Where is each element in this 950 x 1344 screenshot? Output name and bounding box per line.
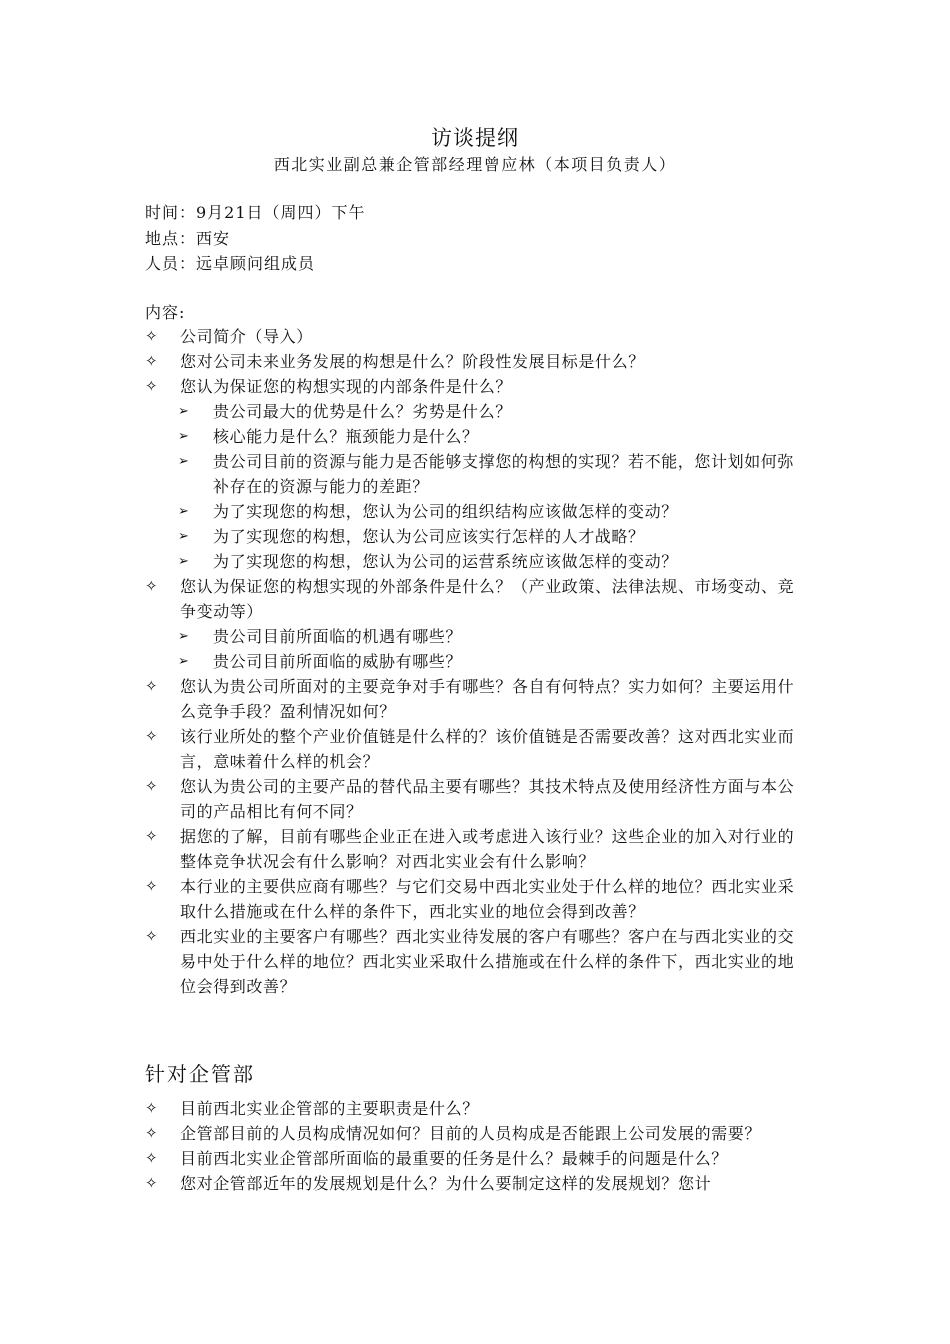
diamond-bullet-icon: ✧ [145, 1099, 159, 1117]
arrow-bullet-icon: ➢ [178, 454, 190, 469]
diamond-bullet-icon: ✧ [145, 352, 159, 370]
list-item [145, 374, 810, 399]
list-item-text: 目前西北实业企管部的主要职责是什么？ [180, 1099, 479, 1118]
sub-list-item [145, 424, 810, 449]
list-item-text: 您对企管部近年的发展规划是什么？为什么要制定这样的发展规划？您计 [180, 1174, 712, 1193]
sub-list-item [145, 449, 810, 499]
list-item [145, 874, 810, 924]
diamond-bullet-icon: ✧ [145, 877, 159, 895]
list-item-text: 贵公司目前所面临的机遇有哪些？ [213, 627, 463, 646]
diamond-bullet-icon: ✧ [145, 377, 159, 395]
diamond-bullet-icon: ✧ [145, 827, 159, 845]
diamond-bullet-icon: ✧ [145, 1149, 159, 1167]
list-item-text: 您认为保证您的构想实现的外部条件是什么？（产业政策、法律法规、市场变动、竞争变动等） [180, 577, 795, 621]
sub-list-item [145, 624, 810, 649]
diamond-bullet-icon: ✧ [145, 327, 159, 345]
list-item [145, 574, 810, 624]
list-item-text: 您认为保证您的构想实现的内部条件是什么？ [180, 377, 513, 396]
diamond-bullet-icon: ✧ [145, 1124, 159, 1142]
list-item-text: 为了实现您的构想，您认为公司的组织结构应该做怎样的变动？ [213, 502, 678, 521]
list-item [145, 324, 810, 349]
arrow-bullet-icon: ➢ [178, 504, 190, 519]
list-item [145, 774, 810, 824]
meta-time: 时间：9月21日（周四）下午 [145, 203, 366, 222]
interview-question-list [145, 324, 810, 999]
diamond-bullet-icon: ✧ [145, 927, 159, 945]
list-item-text: 企管部目前的人员构成情况如何？目前的人员构成是否能跟上公司发展的需要？ [180, 1124, 762, 1143]
list-item-text: 贵公司目前的资源与能力是否能够支撑您的构想的实现？若不能，您计划如何弥补存在的资源与能力的差距？ [213, 452, 795, 496]
list-item-text: 您对公司未来业务发展的构想是什么？阶段性发展目标是什么？ [180, 352, 645, 371]
list-item-text: 西北实业的主要客户有哪些？西北实业待发展的客户有哪些？客户在与西北实业的交易中处于什么样的地位？西北实业采取什么措施或在什么样的条件下，西北实业的地位会得到改善？ [180, 927, 795, 996]
list-item-text: 您认为贵公司所面对的主要竞争对手有哪些？各自有何特点？实力如何？主要运用什么竞争手段？盈利情况如何？ [180, 677, 795, 721]
list-item [145, 1171, 810, 1196]
list-item [145, 724, 810, 774]
section-heading: 针对企管部 [145, 1062, 255, 1086]
page-subtitle: 西北实业副总兼企管部经理曾应林（本项目负责人） [273, 155, 677, 174]
list-item-text: 为了实现您的构想，您认为公司的运营系统应该做怎样的变动？ [213, 552, 678, 571]
list-item [145, 824, 810, 874]
arrow-bullet-icon: ➢ [178, 654, 190, 669]
department-question-list [145, 1096, 810, 1196]
list-item-text: 贵公司最大的优势是什么？劣势是什么？ [213, 402, 512, 421]
list-item-text: 贵公司目前所面临的威胁有哪些？ [213, 652, 463, 671]
arrow-bullet-icon: ➢ [178, 529, 190, 544]
list-item [145, 674, 810, 724]
list-item [145, 349, 810, 374]
sub-list-item [145, 499, 810, 524]
arrow-bullet-icon: ➢ [178, 404, 190, 419]
list-item-text: 目前西北实业企管部所面临的最重要的任务是什么？最棘手的问题是什么？ [180, 1149, 728, 1168]
list-item-text: 公司简介（导入） [180, 327, 313, 346]
page-title: 访谈提纲 [431, 126, 519, 150]
list-item [145, 1096, 810, 1121]
sub-list-item [145, 524, 810, 549]
list-item-text: 据您的了解，目前有哪些企业正在进入或考虑进入该行业？这些企业的加入对行业的整体竞争状况会有什么影响？对西北实业会有什么影响？ [180, 827, 795, 871]
arrow-bullet-icon: ➢ [178, 629, 190, 644]
list-item [145, 1146, 810, 1171]
diamond-bullet-icon: ✧ [145, 727, 159, 745]
sub-list-item [145, 649, 810, 674]
list-item [145, 1121, 810, 1146]
sub-list-item [145, 549, 810, 574]
diamond-bullet-icon: ✧ [145, 777, 159, 795]
list-item-text: 该行业所处的整个产业价值链是什么样的？该价值链是否需要改善？这对西北实业而言，意味着什么样的机会？ [180, 727, 795, 771]
content-label: 内容: [145, 303, 186, 322]
list-item-text: 您认为贵公司的主要产品的替代品主要有哪些？其技术特点及使用经济性方面与本公司的产品相比有何不同？ [180, 777, 795, 821]
list-item-text: 本行业的主要供应商有哪些？与它们交易中西北实业处于什么样的地位？西北实业采取什么措施或在什么样的条件下，西北实业的地位会得到改善？ [180, 877, 795, 921]
diamond-bullet-icon: ✧ [145, 677, 159, 695]
diamond-bullet-icon: ✧ [145, 577, 159, 595]
list-item [145, 924, 810, 999]
arrow-bullet-icon: ➢ [178, 554, 190, 569]
list-item-text: 为了实现您的构想，您认为公司应该实行怎样的人才战略？ [213, 527, 645, 546]
sub-list-item [145, 399, 810, 424]
diamond-bullet-icon: ✧ [145, 1174, 159, 1192]
meta-people: 人员：远卓顾问组成员 [145, 254, 316, 273]
meta-place: 地点：西安 [145, 229, 231, 248]
list-item-text: 核心能力是什么？瓶颈能力是什么？ [213, 427, 479, 446]
arrow-bullet-icon: ➢ [178, 429, 190, 444]
